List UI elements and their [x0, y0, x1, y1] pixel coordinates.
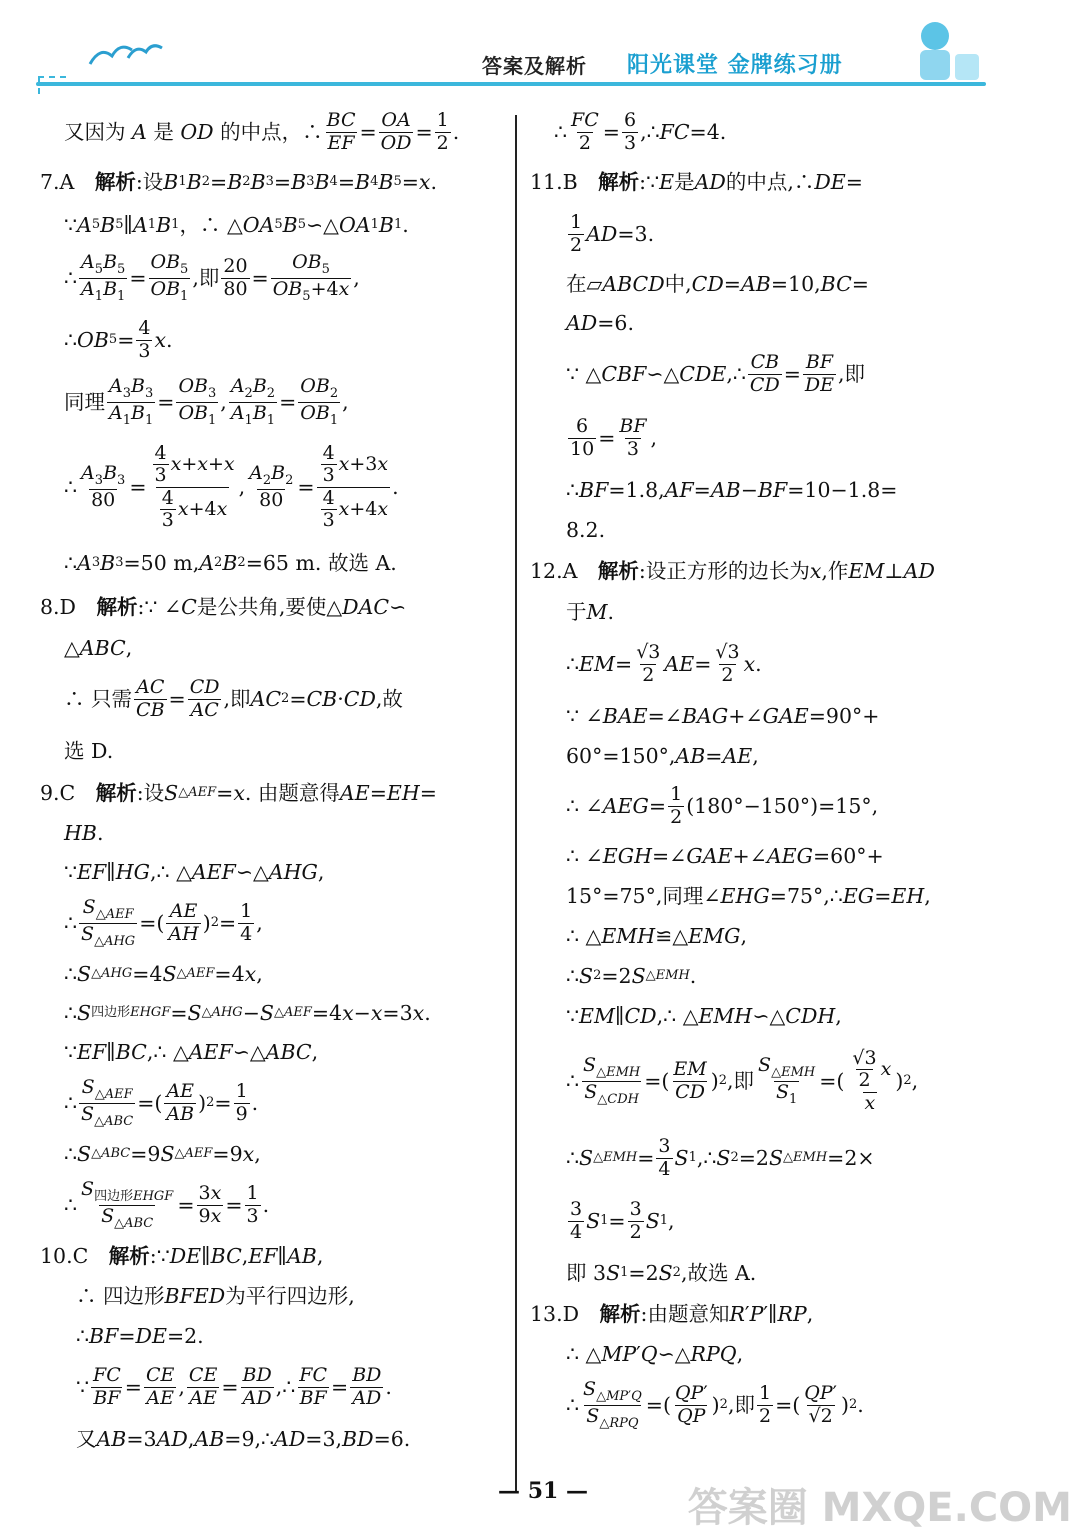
birds-icon: [50, 24, 180, 84]
right-column: ∴ $\frac{FC}{2}$ = $\frac{6}{3}$ ,∴ FC =4. 11.B 解析 :∵ E 是 AD 的中点,∴ DE = $\frac{1}{2}$ AD =3. 在▱ ABCD 中, CD = AB =10, BC = AD =6. ∵ △ CBF ∽△ CDE ,∴ $\frac{CB}{CD}$ = $\frac{BF}{DE}$ ,即 $\frac{6}{10}$ = $\frac{BF}{3}$ , ∴ BF =1.8, AF = AB − BF =10−1.8= 8.2. 12.A 解析 :设正方形的边长为 x ,作 EM ⊥ AD 于 M . ∴ EM = $\frac{√3}{2}$ AE = $\frac{√3}{2}$ x . ∵ ∠ BAE =∠ BAG +∠ GAE =90°+ 60°=150°, AB = AE , ∴ ∠ AEG = $\frac{1}{2}$ (180°−150°)=15°, ∴ ∠ EGH =∠ GAE +∠ AEG =60°+ 15°=75°,同理∠ EHG =75°,∴ EG = EH , ∴ △ EMH ≌△ EMG , ∴ S 2 =2 S △EMH . ∵ EM ∥ CD ,∴ △ EMH ∽△ CDH , ∴ $\frac{S_{\triangle EMH}}{S_{\triangle CDH}}$ =( $\frac{EM}{CD}$ ) 2 ,即 $\frac{S_{\triangle EMH}}{S_1}$ =( $\frac{√3}{2}$ x x ) 2 , ∴ S △EMH = $\frac{3}{4}$ S 1 ,∴ S 2 =2 S △EMH =2× $\frac{3}{4}$ S 1 = $\frac{3}{2}$ S 1 , 即 3 S 1 =2 S 2 ,故选 A. 13.D 解析 :由题意知 R ′ P ′∥ RP , ∴ △ MP ′ Q ∽△ RPQ , ∴ $\frac{S_{\triangle MP'Q}}{S_{\triangle RPQ}}$ =( $\frac{QP'}{QP}$ ) 2 ,即 $\frac{1}{2}$ =( $\frac{QP'}{√2}$ ) 2 .: [530, 109, 935, 1431]
page-header: [30, 14, 990, 100]
students-illustration-icon: [880, 14, 990, 84]
watermark: 答案圈 MXQE.COM: [687, 1485, 1072, 1531]
brand-title: 阳光课堂 金牌练习册: [627, 53, 843, 78]
left-column: 又因为 A 是 OD 的中点，∴ $\frac{BC}{EF}$ = $\frac{OA}{OD}$ = $\frac{1}{2}$ . 7.A 解析 :设 B 1 B 2 = B 2 B 3 = B 3 B 4 = B 4 B 5 = x . ∵ A 5 B 5 ∥ A 1 B 1 ，∴ △ OA 5 B 5 ∽△ OA 1 B 1 . ∴ $\frac{A_5B_5}{A_1B_1}$ = $\frac{OB_5}{OB_1}$ ,即 $\frac{20}{80}$ = $\frac{OB_5}{OB_5+4x}$ , ∴ OB 5 = $\frac{4}{3}$ x . 同理 $\frac{A_3B_3}{A_1B_1}$ = $\frac{OB_3}{OB_1}$ , $\frac{A_2B_2}{A_1B_1}$ = $\frac{OB_2}{OB_1}$ , ∴ $\frac{A_3B_3}{80}$ = $\frac{4}{3}$ x+x+x $\frac{4}{3}$ x+4x , $\frac{A_2B_2}{80}$ = $\frac{4}{3}$ x+3x $\frac{4}{3}$ x+4x . ∴ A 3 B 3 =50 m, A 2 B 2 =65 m. 故选 A. 8.D 解析 :∵ ∠ C 是公共角,要使△ DAC ∽ △ ABC , ∴ 只需 $\frac{AC}{CB}$ = $\frac{CD}{AC}$ ,即 AC 2 = CB · CD ,故 选 D. 9.C 解析 :设 S △AEF = x . 由题意得 AE = EH = HB . ∵ EF ∥ HG ,∴ △ AEF ∽△ AHG , ∴ $\frac{S_{\triangle AEF}}{S_{\triangle AHG}}$ =( $\frac{AE}{AH}$ ) 2 = $\frac{1}{4}$ , ∴ S △AHG =4 S △AEF =4 x , ∴ S 四边形EHGF = S △AHG − S △AEF =4 x − x =3 x . ∵ EF ∥ BC ,∴ △ AEF ∽△ ABC , ∴ $\frac{S_{\triangle AEF}}{S_{\triangle ABC}}$ =( $\frac{AE}{AB}$ ) 2 = $\frac{1}{9}$ . ∴ S △ABC =9 S △AEF =9 x , ∴ $\frac{S_{四边形EHGF}}{S_{\triangle ABC}}$ = $\frac{3x}{9x}$ = $\frac{1}{3}$ . 10.C 解析 :∵ DE ∥ BC , EF ∥ AB , ∴ 四边形 BFED 为平行四边形, ∴ BF = DE =2. ∵ $\frac{FC}{BF}$ = $\frac{CE}{AE}$ , $\frac{CE}{AE}$ = $\frac{BD}{AD}$ ,∴ $\frac{FC}{BF}$ = $\frac{BD}{AD}$ . 又 AB =3 AD , AB =9,∴ AD =3, BD =6.: [40, 109, 460, 1451]
section-title: 答案及解析: [482, 54, 587, 78]
column-divider: [515, 115, 517, 1493]
header-rule: [36, 82, 986, 86]
page-number: — 51 —: [498, 1478, 588, 1504]
